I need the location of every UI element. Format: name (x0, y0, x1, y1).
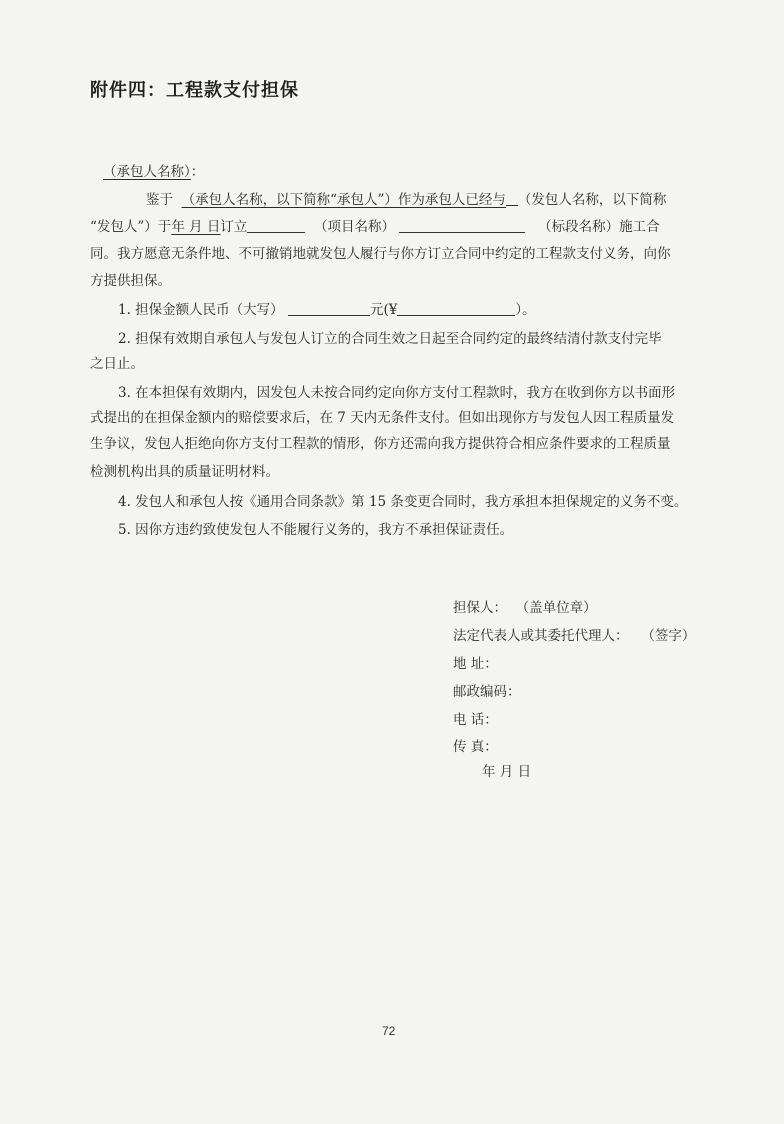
guarantor-seal-note: （盖单位章） (515, 600, 597, 616)
amount-figures-blank (397, 301, 515, 316)
postcode-label: 邮政编码： (453, 684, 521, 700)
clause-2-line-2: 之日止。 (90, 356, 144, 372)
clause-2-line-1: 2. 担保有效期自承包人与发包人订立的合同生效之日起至合同约定的最终结清付款支付完毕 (118, 331, 662, 347)
contract-date: 年 月 日 (171, 219, 221, 235)
intro-line-1 (146, 190, 666, 210)
section-blank (399, 218, 525, 233)
intro-line-3: 同。我方愿意无条件地、不可撤销地就发包人履行与你方订立合同中约定的工程款支付义务，向你 (90, 246, 671, 262)
clause-1 (118, 300, 536, 320)
addressee-name: （承包人名称） (103, 164, 191, 180)
contractor-clause: （承包人名称，以下简称“承包人”）作为承包人已经与 (181, 192, 506, 208)
fax-label: 传 真： (453, 739, 498, 755)
employer-clause: （发包人名称，以下简称 (517, 192, 667, 208)
clause-5: 5. 因你方违约致使发包人不能履行义务的，我方不承担保证责任。 (118, 522, 514, 538)
representative-line (453, 624, 695, 644)
clause-1-end: ）。 (515, 302, 536, 318)
project-name-label: （项目名称） (314, 219, 395, 235)
page-number: 72 (382, 1024, 396, 1038)
signature-date: 年 月 日 (482, 764, 532, 780)
intro-line-2 (90, 217, 660, 237)
clause-1-yuan: 元(¥ (369, 302, 398, 318)
guarantor-line (453, 596, 597, 616)
intro-line-4: 方提供担保。 (90, 273, 171, 289)
intro-employer-short: “发包人”）于 (90, 219, 172, 235)
representative-sign-note: （签字） (641, 628, 696, 644)
clause-1-amount-label: 1. 担保金额人民币（大写） (118, 302, 284, 318)
address-label: 地 址： (453, 656, 498, 672)
addressee-line (103, 162, 204, 182)
clause-4: 4. 发包人和承包人按《通用合同条款》第 15 条变更合同时，我方承担本担保规定的义务不变。 (118, 494, 688, 510)
guarantor-label: 担保人： (453, 600, 507, 616)
clause-3-line-2: 式提出的在担保金额内的赔偿要求后，在 7 天内无条件支付。但如出现你方与发包人因工程质量发 (90, 410, 675, 426)
intro-pre: 鉴于 (146, 192, 173, 208)
phone-label: 电 话： (453, 712, 498, 728)
page-title: 附件四：工程款支付担保 (90, 80, 299, 101)
addressee-suffix: ： (190, 164, 205, 180)
employer-name-blank (506, 191, 518, 206)
representative-label: 法定代表人或其委托代理人： (453, 628, 629, 644)
section-name-label: （标段名称）施工合 (538, 219, 660, 235)
intro-signed: 订立 (220, 219, 248, 235)
clause-3-line-3: 生争议，发包人拒绝向你方支付工程款的情形，你方还需向我方提供符合相应条件要求的工程质量 (90, 436, 671, 452)
clause-3-line-1: 3. 在本担保有效期内，因发包人未按合同约定向你方支付工程款时，我方在收到你方以书面形 (118, 385, 676, 401)
project-blank (247, 218, 305, 233)
amount-words-blank (288, 301, 370, 316)
clause-3-line-4: 检测机构出具的质量证明材料。 (90, 464, 279, 480)
